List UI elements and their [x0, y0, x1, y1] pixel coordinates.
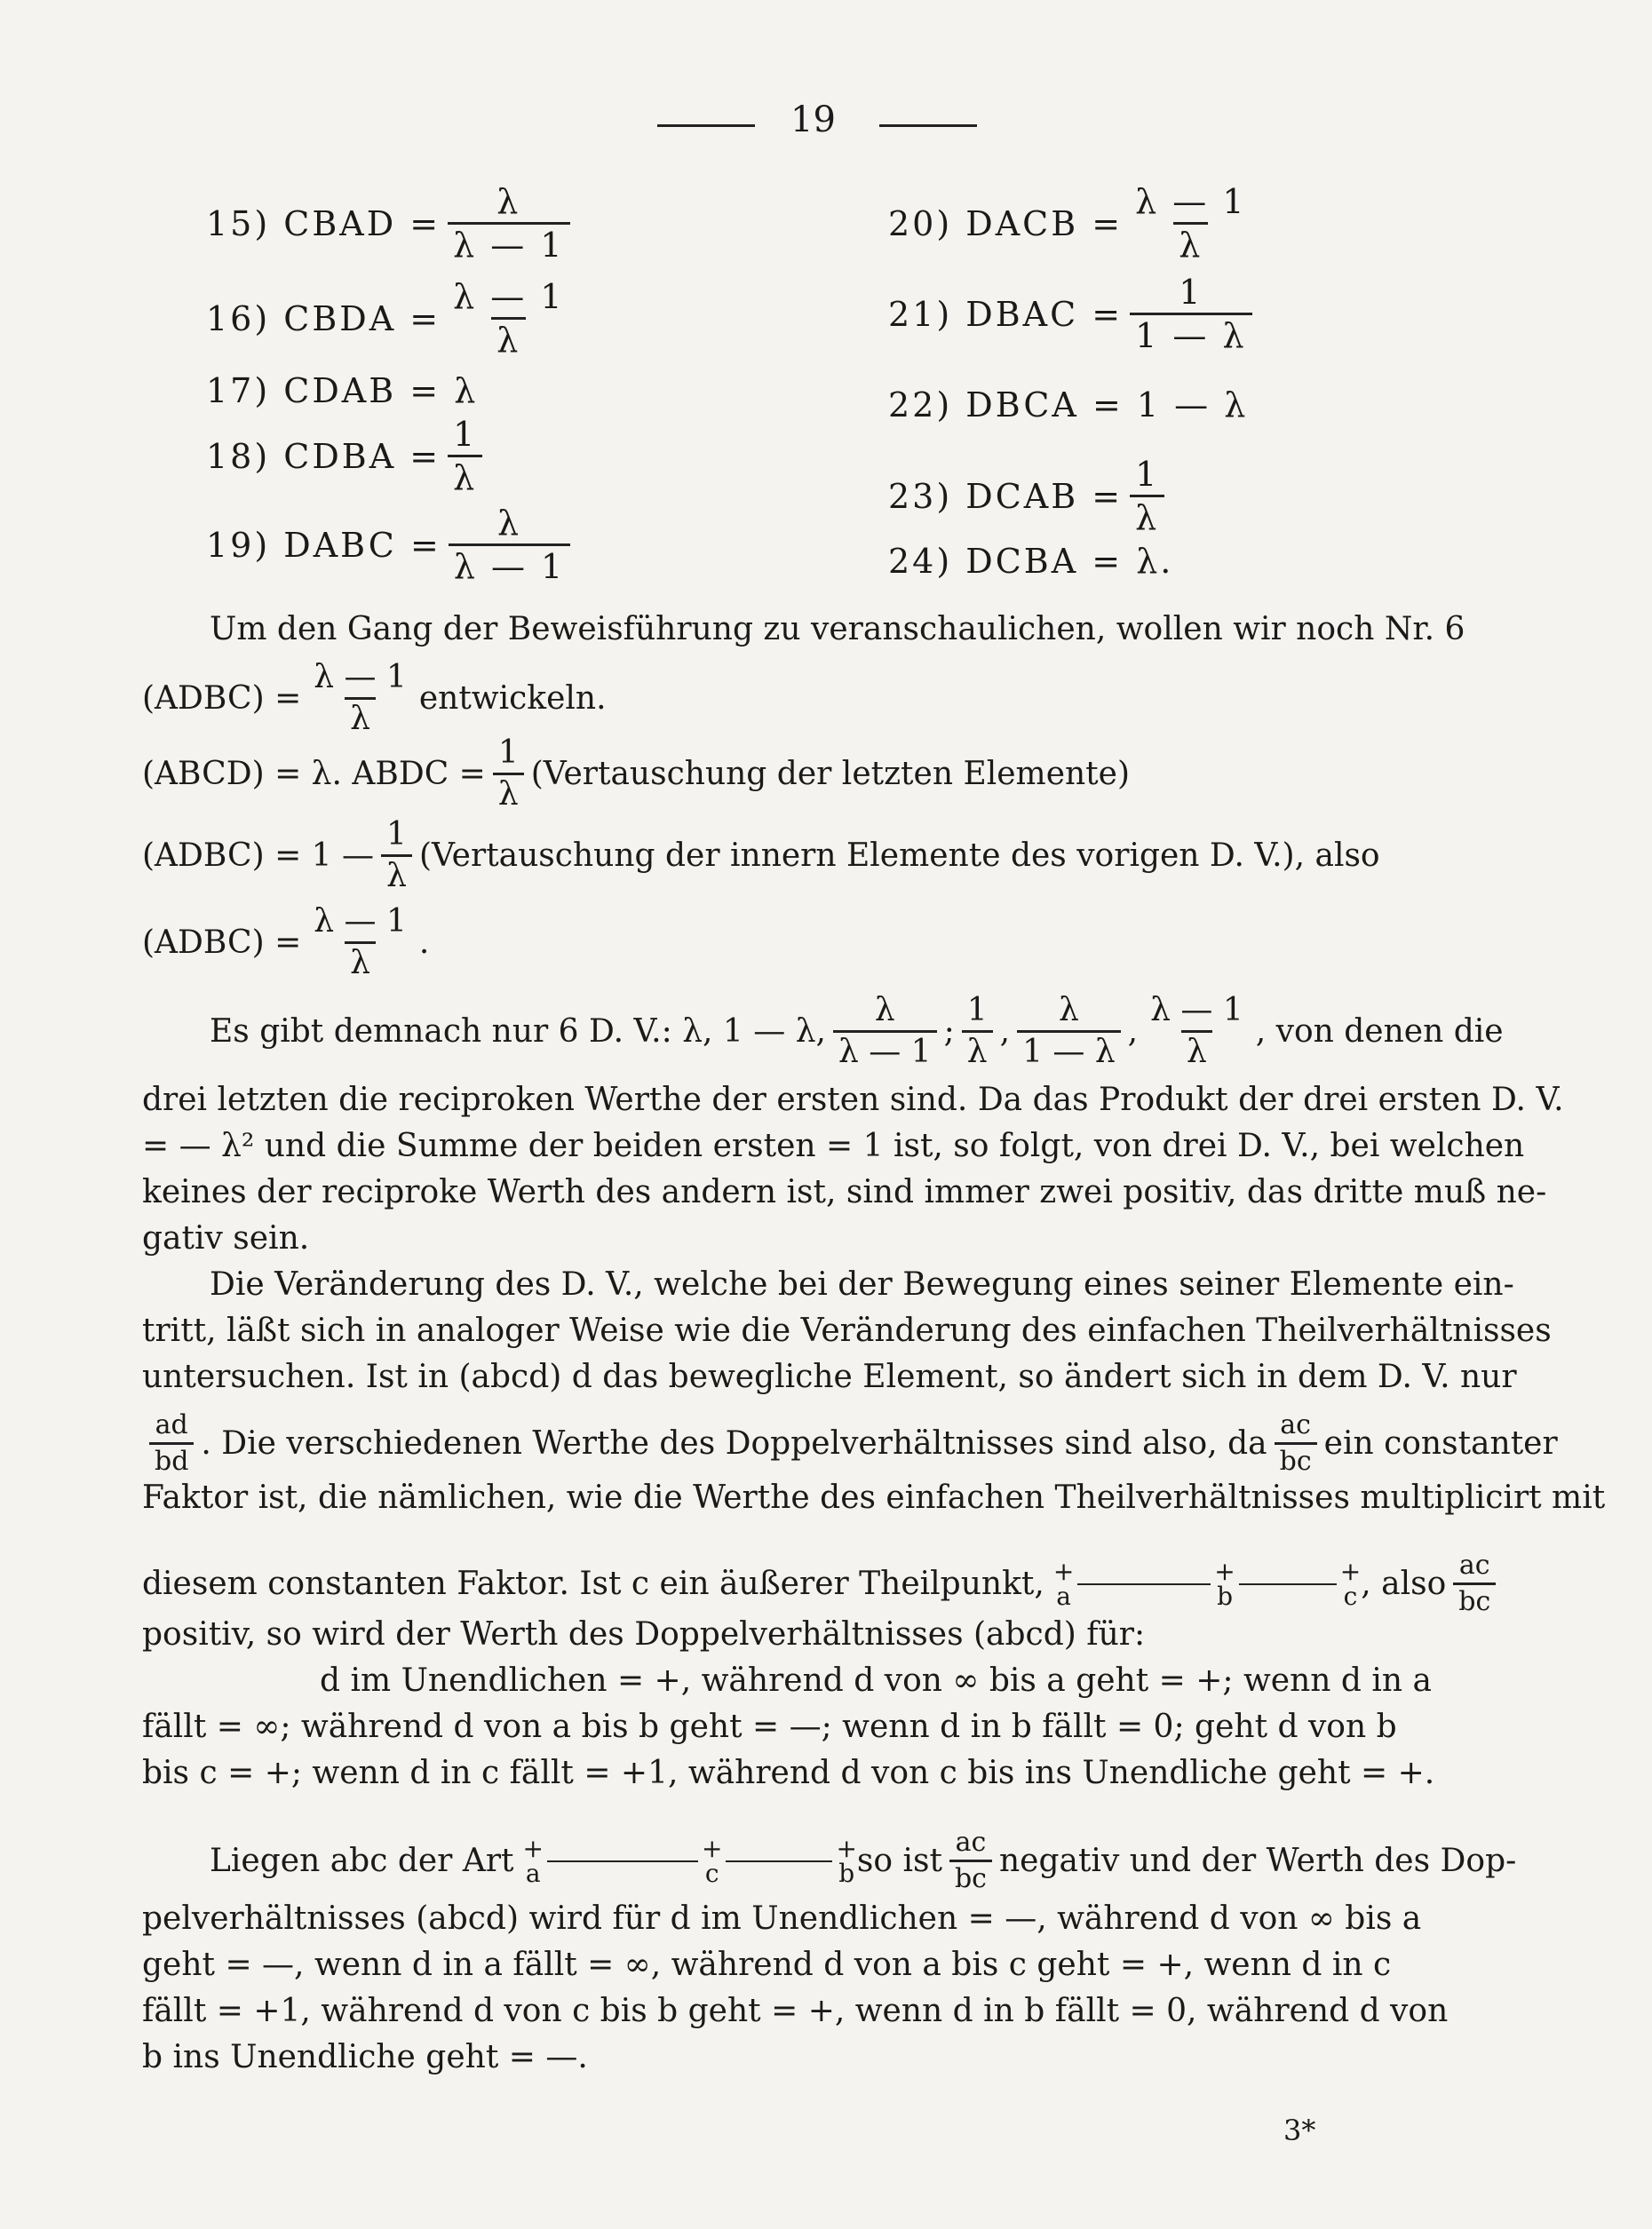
body-line: = — λ² und die Summe der beiden ersten = 1 ist, so folgt, von drei D. V., bei welchen: [142, 1128, 1525, 1164]
derivation-line-2: (ADBC) = 1 — $\frac{1}{\lambda}$ (Vertauschung der innern Elemente des vorigen D. V.), also: [142, 816, 1380, 894]
body-line: tritt, läßt sich in analoger Weise wie die Veränderung des einfachen Theilverhältnisses: [142, 1313, 1552, 1349]
body-line: (ADBC) = $\frac{\lambda — 1}{\lambda}$ entwickeln.: [142, 659, 607, 737]
equation-21: 21) DBAC = $\frac{1}{1 — \lambda}$: [888, 275, 1259, 353]
body-line: $\frac{ad}{bd}$ . Die verschiedenen Werthe des Doppelverhältnisses sind also, da $\frac{ac}{bc}$ ein constanter: [142, 1412, 1492, 1475]
equation-24: 24) DCBA = λ.: [888, 542, 1174, 581]
body-line: Die Veränderung des D. V., welche bei der Bewegung eines seiner Elemente ein-: [210, 1266, 1514, 1303]
equation-16: 16) CBDA = $\frac{\lambda — 1}{\lambda}$: [206, 277, 565, 360]
body-line: Um den Gang der Beweisführung zu veranschaulichen, wollen wir noch Nr. 6: [210, 611, 1465, 647]
point-diagram-2: + a + c + b: [522, 1833, 857, 1888]
equation-23: 23) DCAB = $\frac{1}{\lambda}$: [888, 457, 1171, 535]
body-line: bis c = +; wenn d in c fällt = +1, während d von c bis ins Unendliche geht = +.: [142, 1755, 1435, 1791]
equation-18: 18) CDBA = $\frac{1}{\lambda}$: [206, 417, 489, 495]
body-line: Liegen abc der Art + a + c + b so ist $\frac{ac}{bc}$ negativ und der Werth des Dop-: [210, 1827, 1517, 1894]
body-line: geht = —, wenn d in a fällt = ∞, während d von a bis c geht = +, wenn d in c: [142, 1947, 1392, 1983]
body-line: positiv, so wird der Werth des Doppelverhältnisses (abcd) für:: [142, 1616, 1146, 1653]
body-line: fällt = ∞; während d von a bis b geht = —; wenn d in b fällt = 0; geht d von b: [142, 1709, 1397, 1745]
point-diagram: + a + b + c: [1052, 1556, 1362, 1611]
header-rule-left: [657, 124, 755, 127]
header-rule-right: [879, 124, 977, 127]
body-line: gativ sein.: [142, 1220, 310, 1257]
equation-20: 20) DACB = $\frac{\lambda — 1}{\lambda}$: [888, 182, 1247, 265]
body-line: drei letzten die reciproken Werthe der ersten sind. Da das Produkt der drei ersten D. V.: [142, 1082, 1564, 1118]
equation-22: 22) DBCA = 1 — λ: [888, 385, 1249, 424]
derivation-line-3: (ADBC) = $\frac{\lambda — 1}{\lambda}$ .: [142, 903, 430, 981]
body-line: fällt = +1, während d von c bis b geht = +, wenn d in b fällt = 0, während d von: [142, 1993, 1449, 2029]
body-line: Faktor ist, die nämlichen, wie die Werthe des einfachen Theilverhältnisses multiplicirt mit: [142, 1479, 1606, 1516]
body-line: d im Unendlichen = +, während d von ∞ bis a geht = +; wenn d in a: [320, 1662, 1433, 1699]
body-line: diesem constanten Faktor. Ist c ein äußerer Theilpunkt, + a + b + c , also $\frac{ac}{bc}$: [142, 1552, 1492, 1615]
body-line: Es gibt demnach nur 6 D. V.: λ, 1 — λ, $\frac{\lambda}{\lambda — 1}$ ; $\frac{1}{\lambda}$ , $\frac{\lambda}{1 — \lambda}$ , $\frac{\lambda — 1}{\lambda}$ , von denen die: [210, 992, 1504, 1070]
signature-mark: 3*: [1283, 2114, 1316, 2147]
body-line: untersuchen. Ist in (abcd) d das bewegliche Element, so ändert sich in dem D. V. nur: [142, 1359, 1517, 1395]
derivation-line-1: (ABCD) = λ. ABDC = $\frac{1}{\lambda}$ (Vertauschung der letzten Elemente): [142, 734, 1130, 813]
equation-19: 19) DABC = $\frac{\lambda}{\lambda — 1}$: [206, 506, 577, 583]
body-line: pelverhältnisses (abcd) wird für d im Unendlichen = —, während d von ∞ bis a: [142, 1900, 1422, 1937]
body-line: keines der reciproke Werth des andern ist, sind immer zwei positiv, das dritte muß ne-: [142, 1174, 1547, 1210]
page-number: 19: [790, 99, 836, 140]
body-line: b ins Unendliche geht = —.: [142, 2039, 588, 2075]
equation-17: 17) CDAB = λ: [206, 371, 479, 410]
equation-15: 15) CBAD = $\frac{\lambda}{\lambda — 1}$: [206, 185, 577, 262]
